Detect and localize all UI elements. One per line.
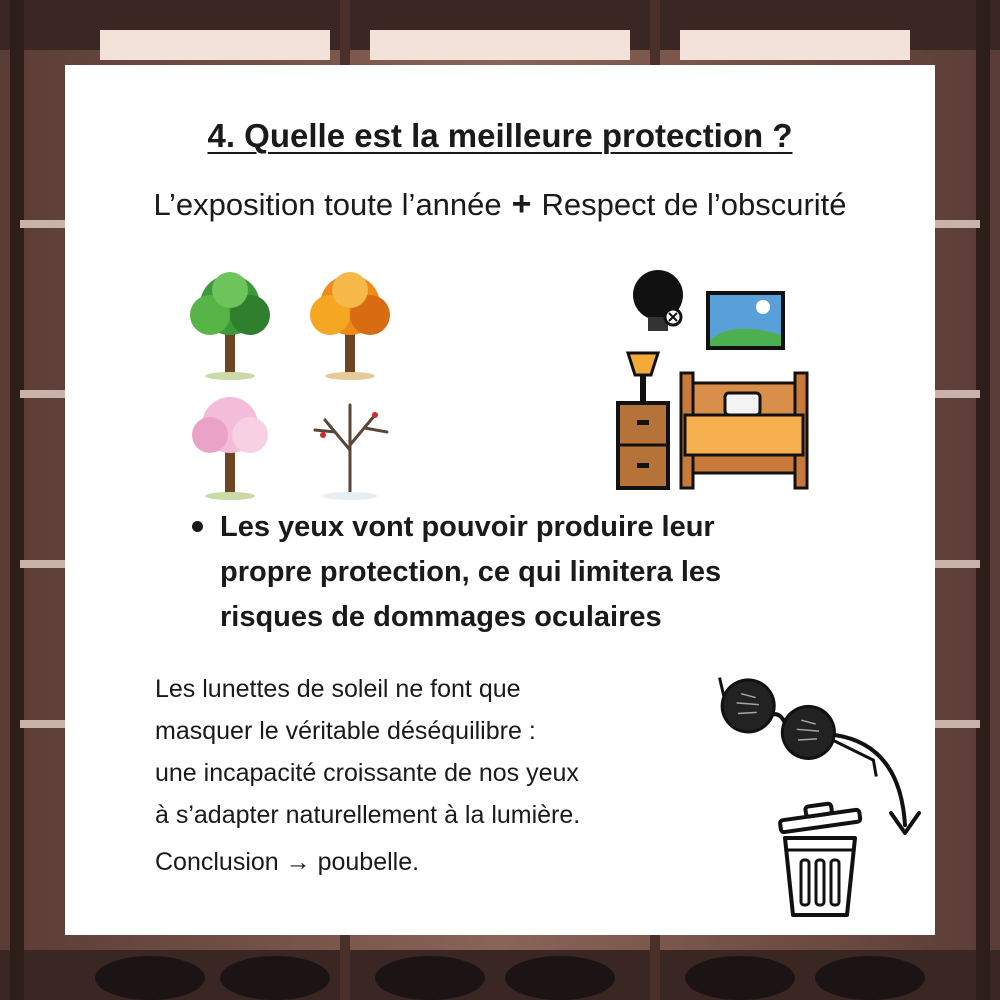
plus-sign: + [511,185,532,223]
conclusion-text: Conclusion → poubelle. [155,848,420,876]
paragraph-line: masquer le véritable déséquilibre : [155,717,536,745]
paragraph-line: Les lunettes de soleil ne font que [155,675,521,703]
dark-bedroom-icon [613,265,813,490]
card-subtitle [65,185,935,224]
subtitle-exposure: L’exposition toute l’année [153,187,502,222]
four-seasons-trees-icon [175,260,415,500]
paragraph-line: à s’adapter naturellement à la lumière. [155,801,581,829]
bullet-dot [192,521,203,532]
content-card [65,65,935,935]
bullet-point [192,505,812,640]
paragraph [155,668,685,836]
paragraph-line: une incapacité croissante de nos yeux [155,759,579,787]
card-title: 4. Quelle est la meilleure protection ? [207,117,793,154]
bullet-text: Les yeux vont pouvoir produire leur propre protection, ce qui limitera les risques de dommages oculaires [220,511,722,633]
subtitle-darkness: Respect de l’obscurité [541,187,847,222]
trash-bin-icon [765,800,875,920]
